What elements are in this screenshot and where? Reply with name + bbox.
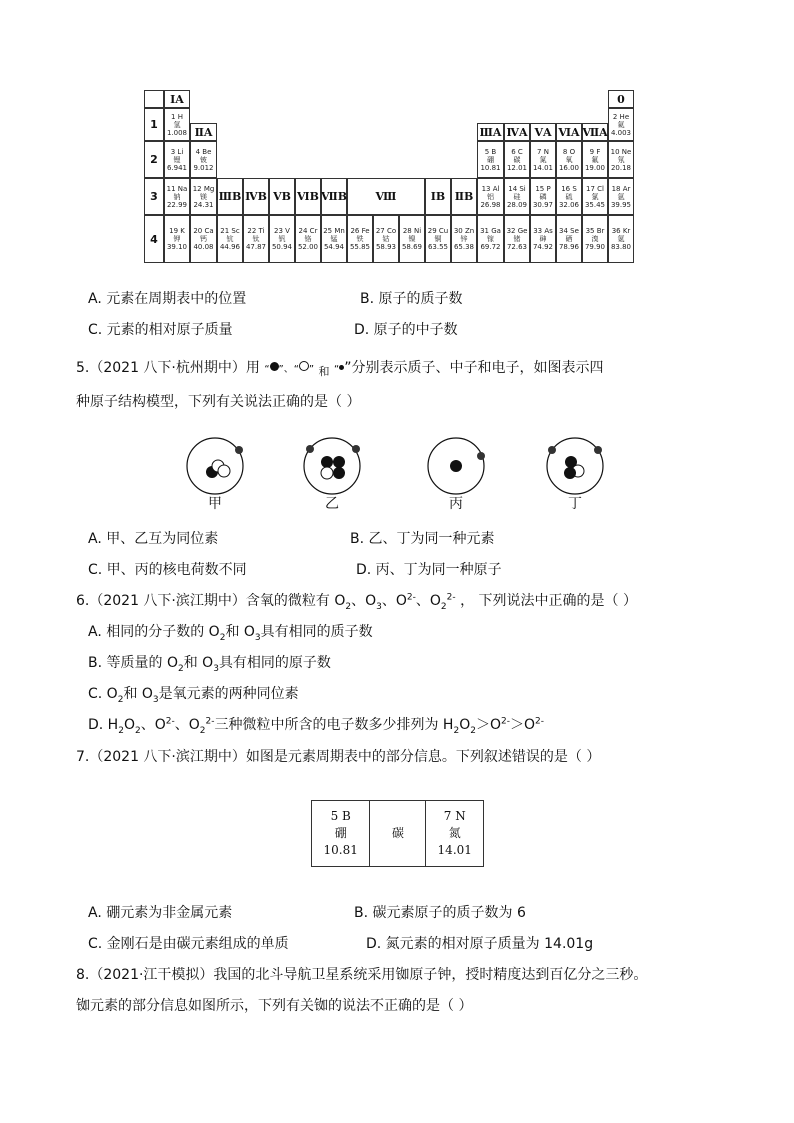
element-cell-ga	[477, 215, 504, 263]
element-mass: 58.69	[401, 243, 423, 251]
element-number-symbol: 10 Ne	[610, 147, 632, 156]
element-cell-kr	[608, 215, 634, 263]
group-header-g15: ⅤA	[530, 123, 556, 141]
atom-label-yi: 乙	[325, 496, 339, 512]
element-number-symbol: 13 Al	[481, 184, 500, 193]
element-number-symbol: 30 Zn	[453, 227, 475, 235]
element-number-symbol: 2 He	[612, 112, 630, 121]
element-name: 钪	[226, 235, 234, 243]
element-mass: 39.95	[610, 200, 632, 209]
q6-sub: 2	[470, 725, 476, 736]
element-cell-cu	[425, 215, 451, 263]
q6-a-part: 具有相同的质子数	[260, 624, 373, 640]
element-mass: 14.01	[532, 163, 554, 172]
element-cell-br	[582, 215, 608, 263]
q6-c-part: C. O	[88, 686, 118, 702]
q7-option-a[interactable]: A. 硼元素为非金属元素	[88, 905, 233, 921]
q8-stem-line2: 铷元素的部分信息如图所示，下列有关铷的说法不正确的是（ ）	[76, 998, 473, 1014]
element-name: 铝	[487, 192, 494, 201]
q6-option-d[interactable]	[88, 715, 544, 735]
element-cell-s	[556, 178, 582, 215]
q7-boron-mass: 10.81	[323, 843, 358, 857]
q7-option-d[interactable]: D. 氮元素的相对原子质量为 14.01g	[366, 936, 594, 952]
group-header-g4: ⅣB	[243, 178, 269, 215]
element-name: 砷	[539, 235, 547, 243]
element-mass: 30.97	[532, 200, 554, 209]
element-number-symbol: 31 Ga	[480, 227, 501, 235]
element-number-symbol: 16 S	[561, 184, 577, 193]
group-header-g3: ⅢB	[217, 178, 243, 215]
element-name: 硫	[565, 192, 573, 201]
group-header-g2: ⅡA	[190, 123, 217, 141]
q5-quote: ”、“	[278, 364, 299, 375]
element-number-symbol: 1 H	[171, 112, 183, 121]
element-mass: 54.94	[323, 243, 345, 251]
element-mass: 69.72	[480, 243, 501, 251]
q6-stem-part: 6.（2021 八下·滨江期中）含氧的微粒有 O	[76, 593, 346, 609]
element-mass: 58.93	[375, 243, 397, 251]
q4-option-b[interactable]: B. 原子的质子数	[360, 291, 463, 307]
element-name: 铬	[304, 235, 312, 243]
element-cell-c	[504, 141, 530, 178]
element-name: 锂	[173, 155, 181, 164]
atom-model-ding	[547, 438, 603, 494]
q6-sub: 2	[117, 694, 124, 705]
element-mass: 19.00	[584, 163, 606, 172]
element-number-symbol: 5 B	[484, 147, 497, 156]
q7-stem: 7.（2021 八下·滨江期中）如图是元素周期表中的部分信息。下列叙述错误的是（ ）	[76, 749, 601, 765]
q7-nitrogen-name: 氮	[448, 826, 461, 840]
element-name: 铍	[200, 155, 207, 164]
element-cell-f	[582, 141, 608, 178]
q6-d-part: ＞O	[509, 717, 536, 733]
q6-stem-part: 、O	[415, 593, 441, 609]
group-header-g18: 0	[608, 90, 634, 108]
group-header-g7: ⅦB	[321, 178, 347, 215]
element-cell-al	[477, 178, 504, 215]
q5-and: 和	[318, 365, 330, 378]
q5-stem	[76, 358, 603, 382]
element-cell-mn	[321, 215, 347, 263]
element-mass: 39.10	[166, 243, 188, 251]
element-mass: 65.38	[453, 243, 475, 251]
element-cell-si	[504, 178, 530, 215]
element-cell-p	[530, 178, 556, 215]
element-cell-ne	[608, 141, 634, 178]
element-mass: 50.94	[271, 243, 293, 251]
element-number-symbol: 4 Be	[195, 147, 212, 156]
element-name: 碳	[513, 155, 521, 164]
period-label: 1	[144, 108, 164, 141]
q7-cell-carbon: 碳	[370, 801, 426, 867]
element-name: 氧	[565, 155, 573, 164]
element-name: 氖	[617, 155, 625, 164]
element-cell-zn	[451, 215, 477, 263]
element-number-symbol: 21 Sc	[220, 227, 240, 235]
element-cell-o	[556, 141, 582, 178]
q5-option-a[interactable]: A. 甲、乙互为同位素	[88, 531, 219, 547]
q7-element-table	[311, 800, 484, 867]
q5-option-b[interactable]: B. 乙、丁为同一种元素	[350, 531, 495, 547]
element-cell-cr	[295, 215, 321, 263]
q4-option-a[interactable]: A. 元素在周期表中的位置	[88, 291, 247, 307]
element-name: 镁	[200, 192, 207, 201]
element-number-symbol: 11 Na	[166, 184, 188, 193]
group-header-g16: ⅥA	[556, 123, 582, 141]
q6-d-part: D. H	[88, 717, 119, 733]
element-number-symbol: 15 P	[535, 184, 551, 193]
group-header-g14: ⅣA	[504, 123, 530, 141]
q5-stem-suffix: ”分别表示质子、中子和电子，如图表示四	[344, 360, 604, 376]
atom-model-bing	[428, 438, 485, 494]
group-header-g12: ⅡB	[451, 178, 477, 215]
q6-option-a[interactable]	[88, 622, 373, 642]
element-mass: 6.941	[166, 163, 188, 172]
element-name: 钛	[252, 235, 260, 243]
element-mass: 63.55	[427, 243, 449, 251]
element-mass: 24.31	[193, 200, 214, 209]
element-mass: 26.98	[480, 200, 501, 209]
q6-sup: 2-	[446, 592, 456, 603]
element-number-symbol: 34 Se	[559, 227, 579, 235]
element-cell-se	[556, 215, 582, 263]
element-cell-v	[269, 215, 295, 263]
element-number-symbol: 18 Ar	[611, 184, 631, 193]
period-header-blank	[144, 90, 164, 108]
element-name: 硅	[513, 192, 521, 201]
element-mass: 78.96	[558, 243, 580, 251]
element-number-symbol: 8 O	[562, 147, 576, 156]
element-mass: 35.45	[584, 200, 606, 209]
q7-nitrogen-number: 7 N	[443, 809, 466, 823]
element-number-symbol: 14 Si	[508, 184, 526, 193]
q6-sub: 2	[134, 725, 141, 736]
q6-b-part: 和 O	[183, 655, 214, 671]
element-name: 氟	[591, 155, 599, 164]
group-header-g5: ⅤB	[269, 178, 295, 215]
q6-d-part: O	[123, 717, 135, 733]
q6-sub: 2	[219, 632, 226, 643]
element-name: 钙	[200, 235, 207, 243]
group-header-g13: ⅢA	[477, 123, 504, 141]
element-mass: 52.00	[297, 243, 319, 251]
q7-nitrogen-mass: 14.01	[437, 843, 472, 857]
element-number-symbol: 33 As	[533, 227, 553, 235]
element-name: 铜	[434, 235, 442, 243]
element-cell-as	[530, 215, 556, 263]
q6-d-part: O	[459, 717, 471, 733]
atom-label-bing: 丙	[449, 496, 463, 512]
element-cell-ge	[504, 215, 530, 263]
element-mass: 4.003	[610, 128, 632, 137]
element-cell-fe	[347, 215, 373, 263]
element-name: 氩	[617, 192, 625, 201]
q7-boron-number: 5 B	[330, 809, 351, 823]
q5-quote: ”	[308, 364, 315, 375]
element-name: 锰	[330, 235, 338, 243]
q6-d-part: 、O	[174, 717, 200, 733]
element-cell-n	[530, 141, 556, 178]
element-number-symbol: 6 C	[511, 147, 523, 156]
atom-model-jia	[187, 438, 243, 494]
q6-sup: 2-	[205, 716, 215, 727]
element-name: 氪	[617, 235, 625, 243]
q6-sub: 2	[345, 601, 352, 612]
element-name: 钒	[278, 235, 286, 243]
q6-c-part: 是氧元素的两种同位素	[158, 686, 299, 702]
element-number-symbol: 24 Cr	[298, 227, 318, 235]
period-label: 3	[144, 178, 164, 215]
element-mass: 40.08	[193, 243, 214, 251]
element-name: 氯	[591, 192, 599, 201]
q7-cell-boron	[312, 801, 370, 867]
element-name: 溴	[591, 235, 599, 243]
element-mass: 79.90	[584, 243, 606, 251]
element-name: 氮	[539, 155, 547, 164]
element-cell-co	[373, 215, 399, 263]
q5-quote: “	[264, 364, 270, 375]
element-number-symbol: 22 Ti	[247, 227, 265, 235]
atom-label-ding: 丁	[568, 496, 582, 512]
element-mass: 44.96	[219, 243, 241, 251]
neutron-symbol-icon	[299, 361, 309, 371]
q6-stem-part: ， 下列说法中正确的是（ ）	[455, 593, 637, 609]
q6-option-c[interactable]	[88, 684, 299, 704]
q4-option-d[interactable]: D. 原子的中子数	[354, 322, 458, 338]
q6-sub: 3	[152, 694, 159, 705]
q6-stem-part: 、O	[381, 593, 407, 609]
element-mass: 74.92	[532, 243, 554, 251]
q5-stem-line2: 种原子结构模型，下列有关说法正确的是（ ）	[76, 394, 361, 410]
q6-sup: 2-	[165, 716, 175, 727]
element-number-symbol: 29 Cu	[427, 227, 449, 235]
element-number-symbol: 36 Kr	[611, 227, 631, 235]
element-name: 磷	[539, 192, 547, 201]
group-header-g6: ⅥB	[295, 178, 321, 215]
q6-stem	[76, 591, 637, 611]
q6-b-part: B. 等质量的 O	[88, 655, 178, 671]
element-mass: 83.80	[610, 243, 632, 251]
atom-label-jia: 甲	[208, 496, 222, 512]
element-number-symbol: 7 N	[537, 147, 549, 156]
element-mass: 47.87	[245, 243, 267, 251]
element-mass: 28.09	[506, 200, 528, 209]
q6-sup: 2-	[406, 592, 416, 603]
element-cell-ti	[243, 215, 269, 263]
element-number-symbol: 32 Ge	[506, 227, 528, 235]
element-number-symbol: 25 Mn	[323, 227, 345, 235]
element-number-symbol: 3 Li	[170, 147, 184, 156]
element-number-symbol: 19 K	[169, 227, 185, 235]
period-label: 2	[144, 141, 164, 178]
element-number-symbol: 12 Mg	[192, 184, 215, 193]
proton-symbol-icon	[270, 362, 279, 371]
q5-stem-prefix: 5.（2021 八下·杭州期中）用	[76, 360, 260, 376]
element-cell-k	[164, 215, 190, 263]
q6-sup: 2-	[501, 716, 510, 727]
q7-option-b[interactable]: B. 碳元素原子的质子数为 6	[354, 905, 526, 921]
element-number-symbol: 23 V	[274, 227, 290, 235]
element-mass: 22.99	[166, 200, 188, 209]
q6-stem-part: 、O	[351, 593, 377, 609]
element-mass: 32.06	[558, 200, 580, 209]
q6-sup: 2-	[535, 716, 544, 727]
q6-d-part: 、O	[140, 717, 166, 733]
element-name: 硼	[487, 155, 494, 164]
q6-sub: 3	[213, 663, 219, 674]
element-mass: 10.81	[480, 163, 501, 172]
q5-option-c[interactable]: C. 甲、丙的核电荷数不同	[88, 562, 247, 578]
element-cell-be	[190, 141, 217, 178]
atom-models-figure	[180, 432, 620, 502]
element-name: 氢	[173, 120, 181, 129]
group-header-g17: ⅦA	[582, 123, 608, 141]
atom-model-yi	[304, 438, 360, 494]
q6-d-part: 三种微粒中所含的电子数多少排列为 H	[214, 717, 454, 733]
period-label: 4	[144, 215, 164, 263]
q6-sub: 2	[453, 725, 460, 736]
q6-sub: 3	[254, 632, 261, 643]
q4-option-c[interactable]: C. 元素的相对原子质量	[88, 322, 233, 338]
q5-quote: “	[334, 364, 340, 375]
element-mass: 72.63	[506, 243, 528, 251]
element-number-symbol: 9 F	[589, 147, 601, 156]
element-name: 钾	[173, 235, 181, 243]
q5-option-d[interactable]: D. 丙、丁为同一种原子	[356, 562, 502, 578]
q6-a-part: A. 相同的分子数的 O	[88, 624, 220, 640]
element-cell-he	[608, 108, 634, 141]
group-header-g11: ⅠB	[425, 178, 451, 215]
element-mass: 1.008	[166, 128, 188, 137]
group-header-g8: Ⅷ	[347, 178, 425, 215]
element-name: 锗	[513, 235, 521, 243]
q6-a-part: 和 O	[225, 624, 255, 640]
element-number-symbol: 35 Br	[585, 227, 605, 235]
element-name: 钠	[173, 192, 181, 201]
q7-cell-nitrogen	[426, 801, 484, 867]
q6-sub: 3	[376, 601, 382, 612]
q6-sub: 2	[177, 663, 184, 674]
q6-c-part: 和 O	[123, 686, 153, 702]
element-mass: 16.00	[558, 163, 580, 172]
element-mass: 55.85	[349, 243, 371, 251]
q6-d-part: ＞O	[475, 717, 501, 733]
element-cell-h	[164, 108, 190, 141]
q7-boron-name: 硼	[334, 826, 347, 840]
element-number-symbol: 27 Co	[375, 227, 397, 235]
q6-sub: 2	[199, 725, 206, 736]
element-name: 氦	[617, 120, 625, 129]
element-number-symbol: 26 Fe	[350, 227, 370, 235]
element-cell-ca	[190, 215, 217, 263]
element-mass: 12.01	[506, 163, 528, 172]
q6-b-part: 具有相同的原子数	[218, 655, 331, 671]
element-cell-ni	[399, 215, 425, 263]
element-name: 钴	[382, 235, 390, 243]
element-name: 锌	[460, 235, 468, 243]
q6-sub: 2	[440, 601, 447, 612]
q6-option-b[interactable]	[88, 653, 331, 673]
q8-stem-line1: 8.（2021·江干模拟）我国的北斗导航卫星系统采用铷原子钟，授时精度达到百亿分之三秒。	[76, 967, 648, 983]
element-number-symbol: 28 Ni	[402, 227, 422, 235]
element-name: 铁	[356, 235, 364, 243]
element-mass: 9.012	[193, 163, 214, 172]
q7-option-c[interactable]: C. 金刚石是由碳元素组成的单质	[88, 936, 289, 952]
element-cell-sc	[217, 215, 243, 263]
element-cell-li	[164, 141, 190, 178]
group-header-g1: ⅠA	[164, 90, 190, 108]
q6-sub: 2	[118, 725, 124, 736]
element-mass: 20.18	[610, 163, 632, 172]
element-number-symbol: 17 Cl	[586, 184, 604, 193]
element-cell-b	[477, 141, 504, 178]
element-cell-na	[164, 178, 190, 215]
element-number-symbol: 20 Ca	[193, 227, 214, 235]
element-cell-cl	[582, 178, 608, 215]
element-name: 镓	[487, 235, 494, 243]
element-name: 硒	[565, 235, 573, 243]
element-name: 镍	[408, 235, 416, 243]
element-cell-ar	[608, 178, 634, 215]
element-cell-mg	[190, 178, 217, 215]
